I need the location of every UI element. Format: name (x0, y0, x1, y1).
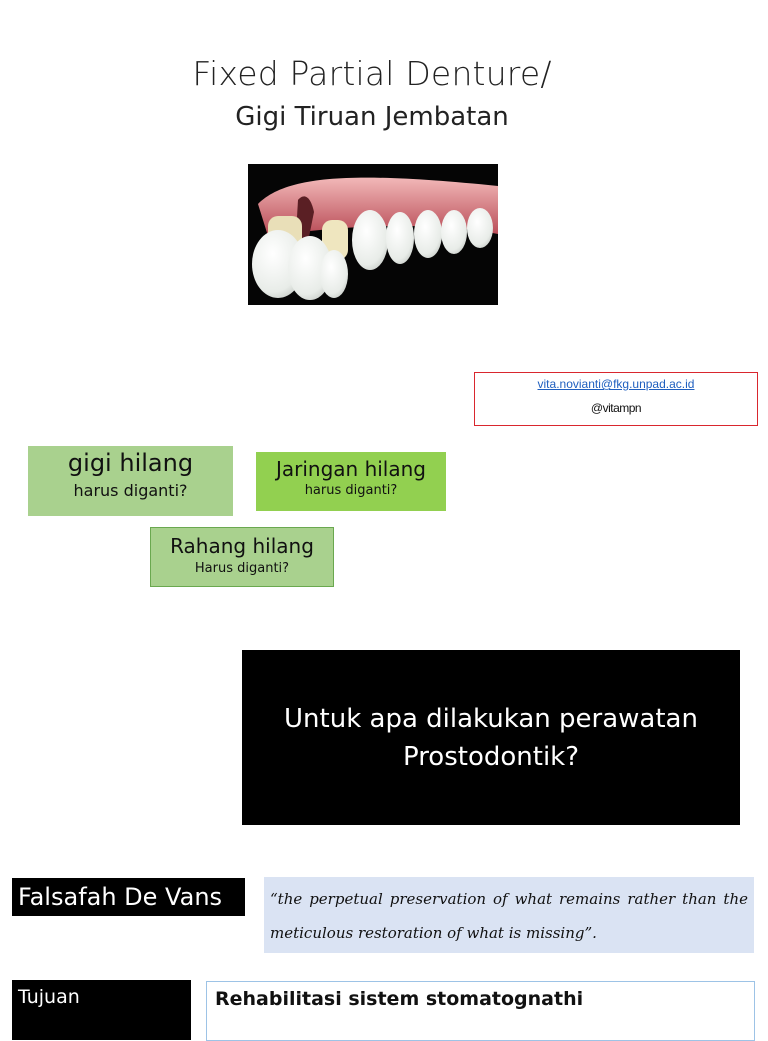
box-question: harus diganti? (304, 483, 398, 498)
page-title: Fixed Partial Denture/ (192, 54, 552, 93)
missing-jaw-box (150, 527, 334, 587)
falsafah-quote: “the perpetual preservation of what remains rather than the meticulous restoration of what is missing”. (264, 877, 754, 953)
box-heading: gigi hilang (67, 449, 194, 477)
box-heading: Jaringan hilang (275, 457, 426, 481)
missing-tooth-box (28, 446, 233, 516)
box-question: harus diganti? (73, 481, 188, 500)
contact-box (474, 372, 758, 426)
box-question: Harus diganti? (194, 561, 290, 576)
teeth-photo (248, 164, 498, 305)
tujuan-label: Tujuan (12, 980, 191, 1040)
page-subtitle: Gigi Tiruan Jembatan (235, 102, 509, 132)
teeth-illustration (248, 164, 498, 305)
email-link[interactable]: vita.novianti@fkg.unpad.ac.id (537, 377, 695, 391)
question-line-1: Untuk apa dilakukan perawatan (284, 703, 698, 734)
box-heading: Rahang hilang (170, 534, 314, 558)
social-handle: @vitampn (590, 401, 642, 415)
tujuan-text: Rehabilitasi sistem stomatognathi (206, 981, 755, 1041)
question-line-2: Prostodontik? (402, 741, 580, 772)
question-banner (242, 650, 740, 825)
missing-tissue-box (256, 452, 446, 511)
falsafah-label: Falsafah De Vans (12, 878, 245, 916)
